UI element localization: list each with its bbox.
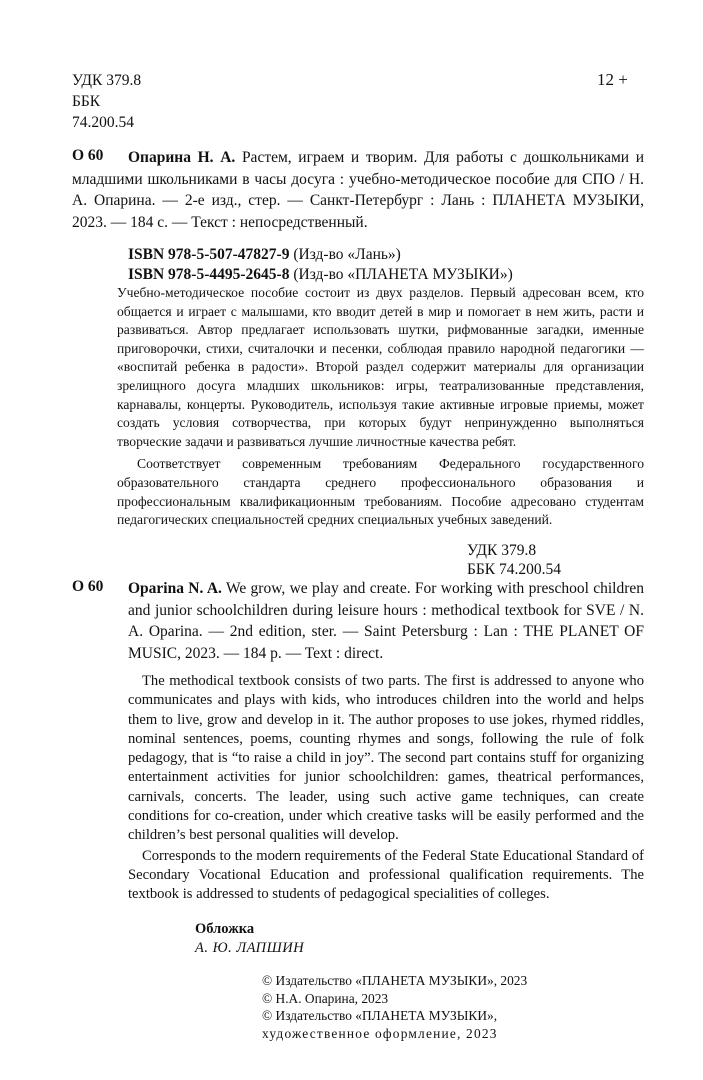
- ru-bibliographic-description: [72, 147, 644, 233]
- ru-abstract-p1: Учебно-методическое пособие состоит из двух разделов. Первый адресован всем, кто общается и играет с малышами, кто вводит детей в мир и помогает в нем жить, расти и развиваться. Автор предлагает использовать шутки, рифмованные загадки, именные приговорочки, стихи, считалочки и песенки, соблюдая правило народной педагогики — «воспитай ребенка в радости». Второй раздел содержит материалы для организации зрелищного досуга младших школьников: игры, театрализованные представления, карнавалы, концерты. Руководитель, используя такие активные игровые приемы, может создать условия сотворчества, при которых будут непринужденно выполняться творческие задачи и развиваться лучшие личностные качества ребят.: [117, 285, 644, 449]
- copyright-line-4: художественное оформление, 2023: [262, 1025, 498, 1041]
- isbn-2-publisher: (Изд-во «ПЛАНЕТА МУЗЫКИ»): [293, 266, 513, 283]
- isbn-1-number: ISBN 978-5-507-47827-9: [128, 246, 290, 263]
- isbn-1-publisher: (Изд-во «Лань»): [293, 246, 401, 263]
- bbk-number: 74.200.54: [72, 114, 134, 131]
- en-bibliographic-description: [128, 578, 644, 664]
- copyright-line-1: © Издательство «ПЛАНЕТА МУЗЫКИ», 2023: [262, 973, 528, 988]
- copyright-line-2: © Н.А. Опарина, 2023: [262, 990, 389, 1006]
- en-abstract-p2: Corresponds to the modern requirements of the Federal State Educational Standard of Secondary Vocational Education and professional qualification requirements. The textbook is addressed to students of pedagogical specialities of colleges.: [128, 847, 644, 903]
- en-author-code: O 60: [72, 578, 104, 595]
- udk-code: УДК 379.8: [72, 72, 142, 89]
- en-abstract-p1: The methodical textbook consists of two parts. The first is addressed to anyone who communicates and plays with kids, who introduces children into the world and helps them to live, grow and develop in it. The author proposes to use jokes, rhymed riddles, nominal sentences, poems, counting rhymes and songs, following the rule of folk pedagogy, that is “to raise a child in joy”. The second part contains stuff for organizing entertainment activities for junior schoolchildren: games, theatrical performances, carnivals, concerts. The leader, using such active game techniques, can create conditions for co-creation, under which creative tasks will be easily performed and the children’s best personal qualities will develop.: [128, 673, 644, 844]
- cover-artist: А. Ю. ЛАПШИН: [195, 940, 305, 956]
- en-title-description: We grow, we play and create. For working with preschool children and junior schoolchildren during leisure hours : methodical textbook for SVE / N. A. Oparina. — 2nd edition, ster. — Saint Petersburg : Lan : THE PLANET OF MUSIC, 2023. — 184 p. — Text : direct.: [128, 580, 644, 662]
- en-abstract: [128, 672, 644, 905]
- en-author-name: Oparina N. A.: [128, 580, 222, 597]
- ru-isbn-1: [128, 245, 401, 265]
- age-rating: 12 +: [597, 70, 628, 89]
- copyright-block: [262, 972, 527, 1042]
- isbn-2-number: ISBN 978-5-4495-2645-8: [128, 266, 290, 283]
- ru-author-code: О 60: [72, 147, 104, 164]
- ru-isbn-2: [128, 265, 513, 285]
- cover-label: Обложка: [195, 921, 255, 937]
- bbk-label: ББК: [72, 93, 101, 110]
- en-bbk: ББК 74.200.54: [467, 561, 562, 578]
- ru-abstract: [117, 284, 644, 530]
- ru-abstract-p2: Соответствует современным требованиям Федерального государственного образовательного стандарта среднего профессионального образования и профессиональным квалификационным требованиям. Пособие адресовано студентам педагогических специальностей средних специальных учебных заведений.: [117, 456, 644, 528]
- en-udk: УДК 379.8: [467, 542, 537, 559]
- copyright-line-3: © Издательство «ПЛАНЕТА МУЗЫКИ»,: [262, 1008, 498, 1023]
- ru-title-description: Растем, играем и творим. Для работы с дошкольниками и младшими школьниками в часы досуга : учебно-методическое пособие для СПО / Н. А. Опарина. — 2-е изд., стер. — Санкт-Петербург : Лань : ПЛАНЕТА МУЗЫКИ, 2023. — 184 с. — Текст : непосредственный.: [72, 149, 645, 231]
- ru-author-name: Опарина Н. А.: [128, 149, 236, 166]
